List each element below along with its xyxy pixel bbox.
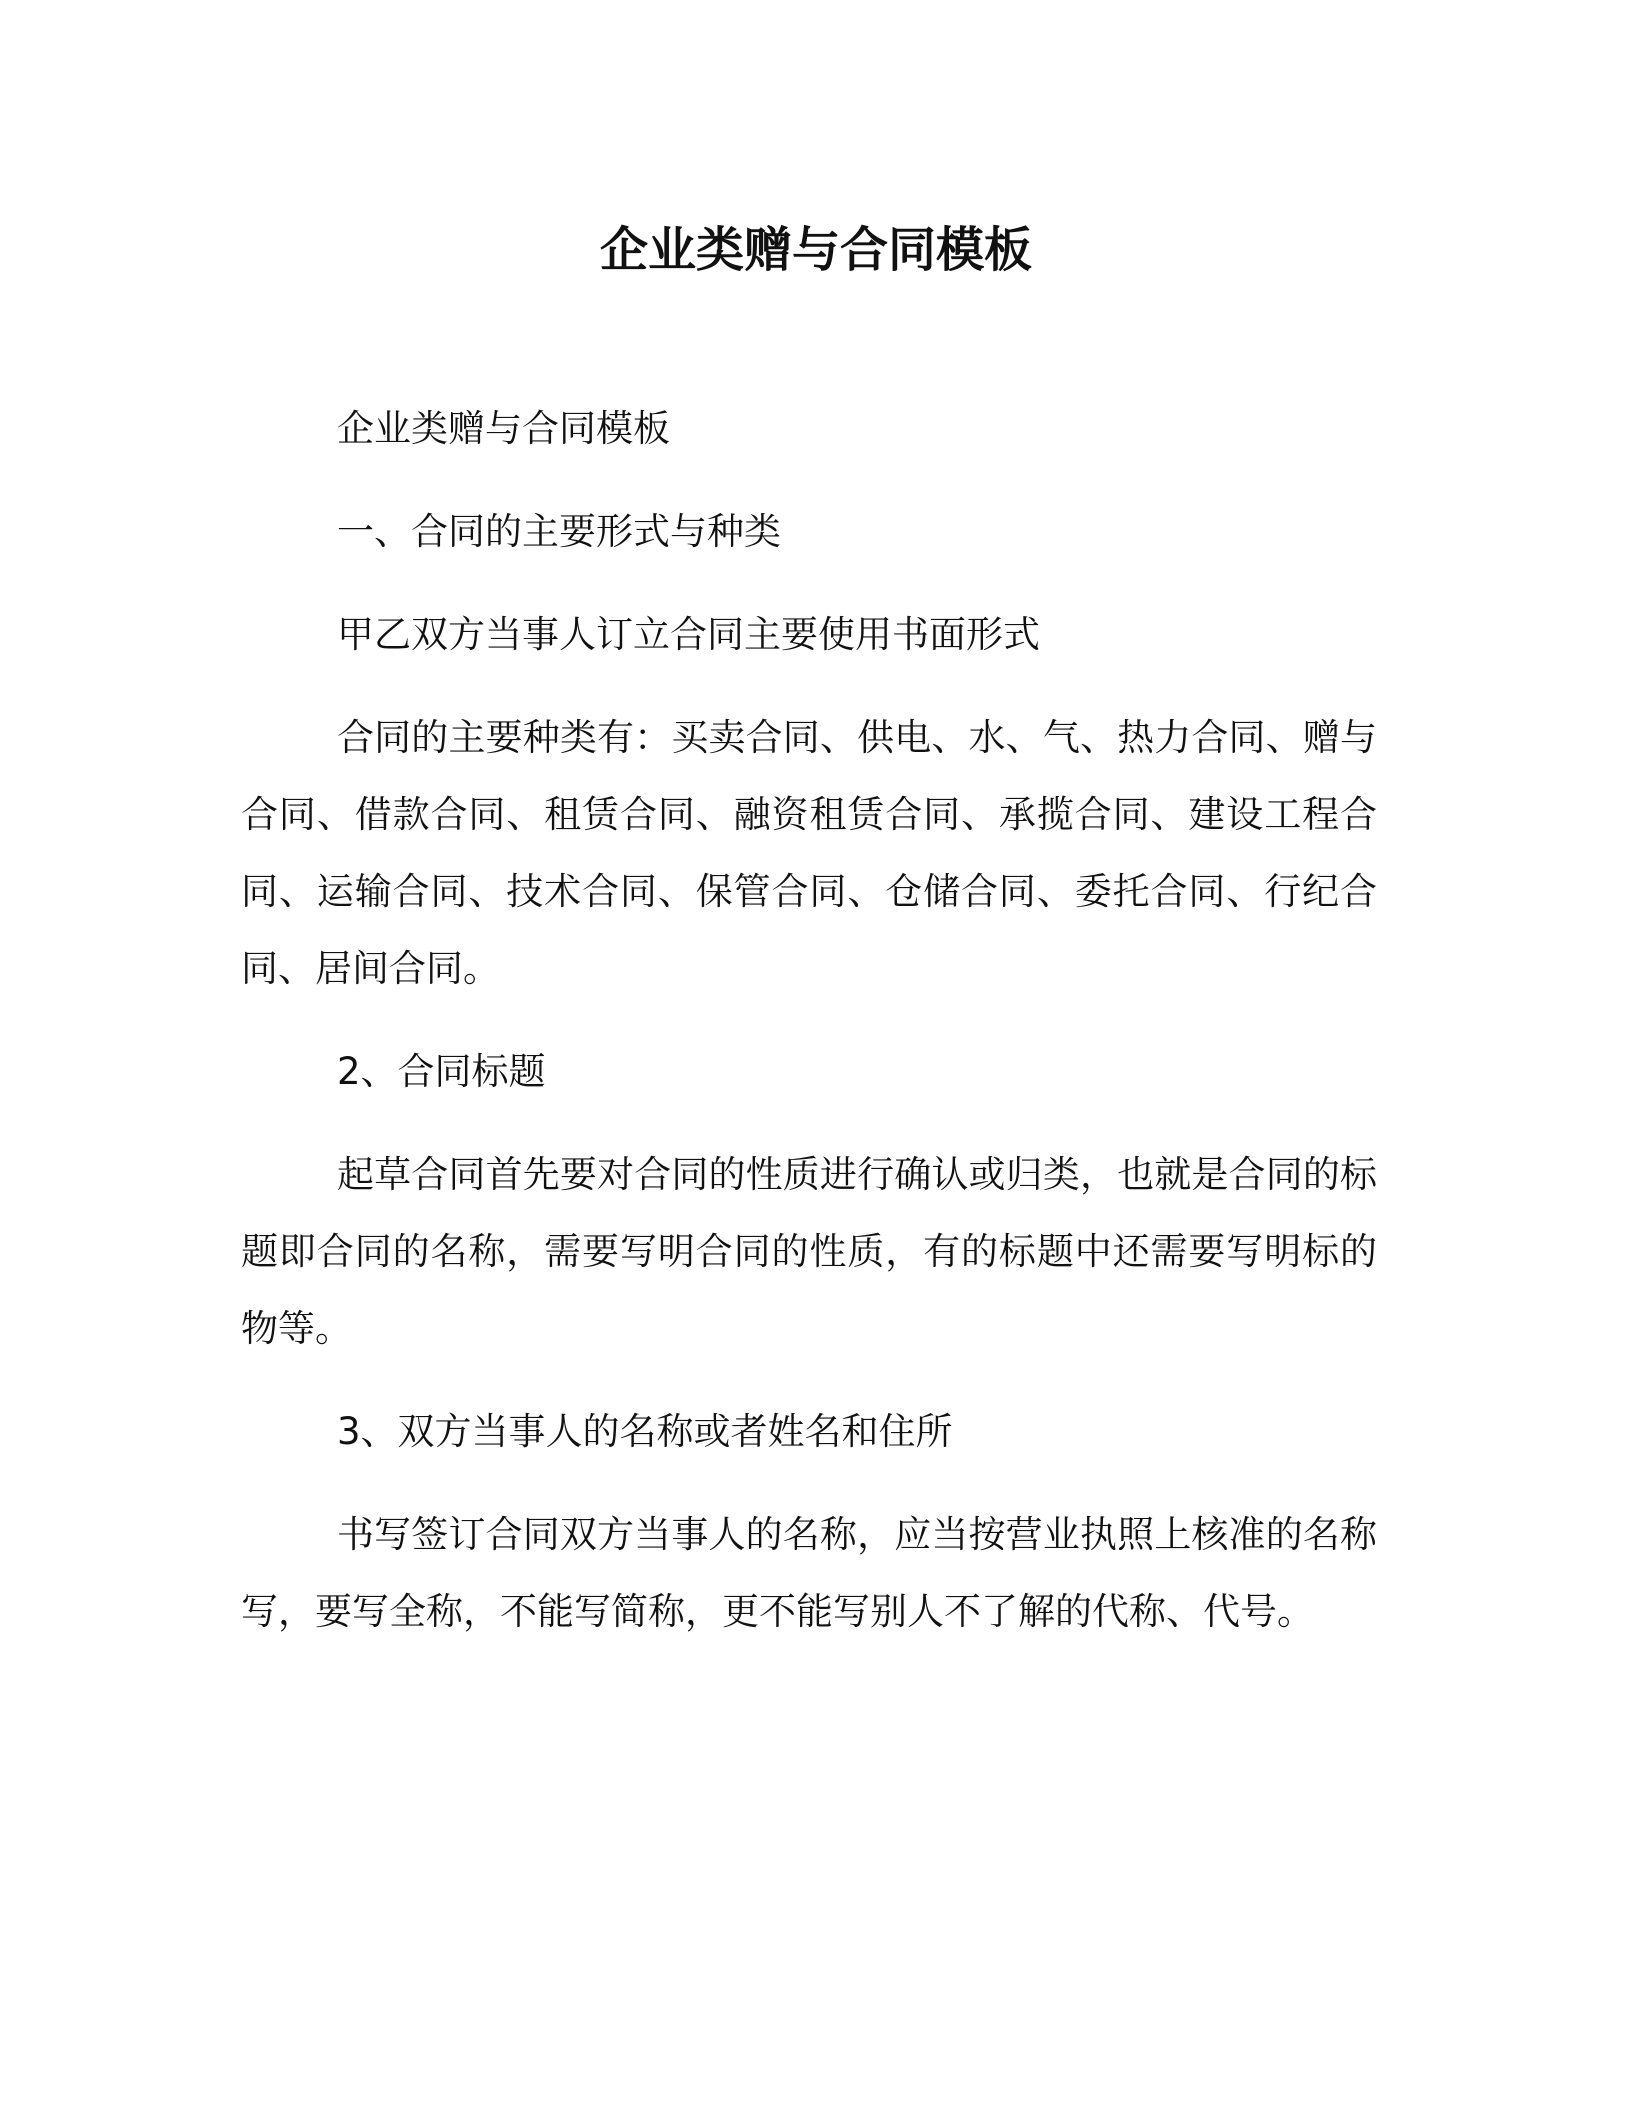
paragraph-party-names: 书写签订合同双方当事人的名称，应当按营业执照上核准的名称写，要写全称，不能写简称，更不能写别人不了解的代称、代号。 bbox=[241, 1513, 1377, 1633]
heading-contract-forms: 一、合同的主要形式与种类 bbox=[337, 510, 781, 553]
document-title: 企业类赠与合同模板 bbox=[599, 222, 1032, 278]
heading-contract-title: 2、合同标题 bbox=[337, 1050, 546, 1093]
paragraph-subtitle: 企业类赠与合同模板 bbox=[337, 407, 670, 450]
paragraph-contract-types: 合同的主要种类有：买卖合同、供电、水、气、热力合同、赠与合同、借款合同、租赁合同、融资租赁合同、承揽合同、建设工程合同、运输合同、技术合同、保管合同、仓储合同、委托合同、行纪合同、居间合同。 bbox=[241, 716, 1377, 990]
document-body bbox=[241, 390, 1377, 1676]
paragraph-written-form: 甲乙双方当事人订立合同主要使用书面形式 bbox=[337, 613, 1040, 656]
heading-party-names: 3、双方当事人的名称或者姓名和住所 bbox=[337, 1410, 953, 1453]
paragraph-contract-title: 起草合同首先要对合同的性质进行确认或归类，也就是合同的标题即合同的名称，需要写明合同的性质，有的标题中还需要写明标的物等。 bbox=[241, 1153, 1377, 1350]
